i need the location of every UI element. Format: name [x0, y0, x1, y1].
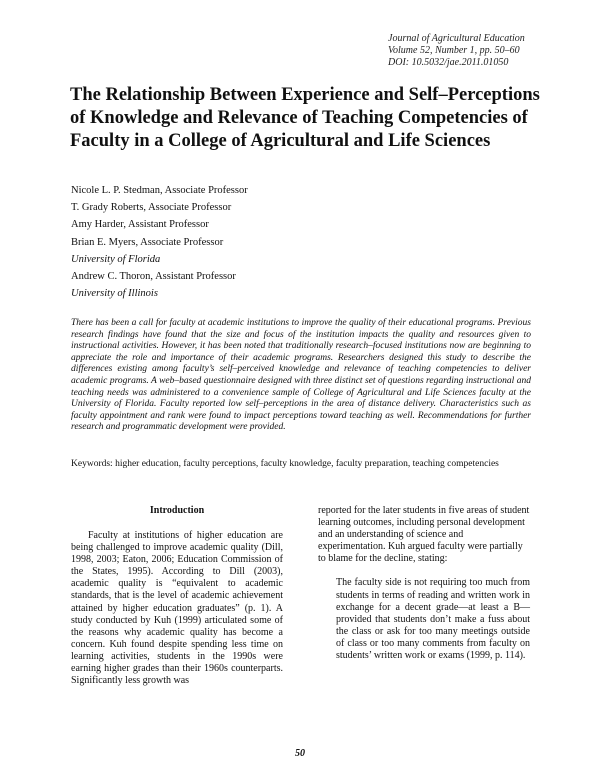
journal-name: Journal of Agricultural Education — [388, 33, 525, 44]
author-3: Amy Harder, Assistant Professor — [71, 219, 209, 231]
block-quote: The faculty side is not requiring too much from students in terms of reading and written work in exchange for a decent grade—at least a B—provided that students don’t make a fuss about the class or ask for too many meetings outside of class or too many comments from faculty on students’ written work or exams (1999, p. 114). — [336, 577, 530, 662]
author-4: Brian E. Myers, Associate Professor — [71, 236, 224, 248]
abstract: There has been a call for faculty at academic institutions to improve the quality of their educational programs. Previous research findings have found that the size and focus of the institution impacts the quality and resources given to instructional activities. However, it has been noted that traditionally research–focused institutions now are beginning to appreciate the role and importance of their academic programs. Researchers designed this study to describe the differences existing among faculty’s self–perceived knowledge and relevance of teaching competencies to deliver academic programs. A web–based questionnaire designed with three distinct set of questions regarding instructional and teaching needs was administered to a convenience sample of College of Agricultural and Life Sciences faculty at the University of Florida. Faculty reported low self–perceptions in the area of distance delivery. Characteristics such as faculty appointment and rank were found to impact perceptions toward teaching as well. Recommendations for further research and programmatic development were provided. — [71, 318, 531, 433]
keywords: Keywords: higher education, faculty perceptions, faculty knowledge, faculty preparation, teaching competencies — [71, 459, 499, 469]
page-number: 50 — [295, 748, 305, 759]
affiliation-florida: University of Florida — [71, 253, 161, 265]
left-column — [71, 505, 283, 687]
author-2: T. Grady Roberts, Associate Professor — [71, 202, 232, 214]
journal-doi: DOI: 10.5032/jae.2011.01050 — [388, 57, 509, 68]
introduction-paragraph: Faculty at institutions of higher education are being challenged to improve academic quality (Dill, 1998, 2003; Eaton, 2006; Education Commission of the States, 1995). According to Dill (2003), academic quality is “equivalent to academic standards, that is the level of academic achievement attained by higher education graduates” (p. 1). A study conducted by Kuh (1999) articulated some of the reasons why academic quality has become a concern. Kuh found despite spending less time on learning activities, students in the 1990s were earning higher grades than their 1960s counterparts. Significantly less growth was — [71, 530, 283, 687]
introduction-heading: Introduction — [149, 505, 205, 516]
author-1: Nicole L. P. Stedman, Associate Professor — [71, 185, 248, 196]
journal-volume: Volume 52, Number 1, pp. 50–60 — [388, 45, 520, 56]
journal-header — [388, 33, 568, 69]
affiliation-illinois: University of Illinois — [71, 288, 158, 300]
introduction-continuation: reported for the later students in five areas of student learning outcomes, including personal development and an understanding of science and experimentation. Kuh argued faculty were partially to blame for the decline, stating: — [318, 505, 530, 565]
author-5: Andrew C. Thoron, Assistant Professor — [71, 271, 236, 283]
author-list — [71, 182, 471, 302]
article-title: The Relationship Between Experience and Self–Perceptions of Knowledge and Relevance of Teaching Competencies of Faculty in a College of Agricultural and Life Sciences — [70, 85, 540, 151]
right-column — [318, 505, 530, 662]
